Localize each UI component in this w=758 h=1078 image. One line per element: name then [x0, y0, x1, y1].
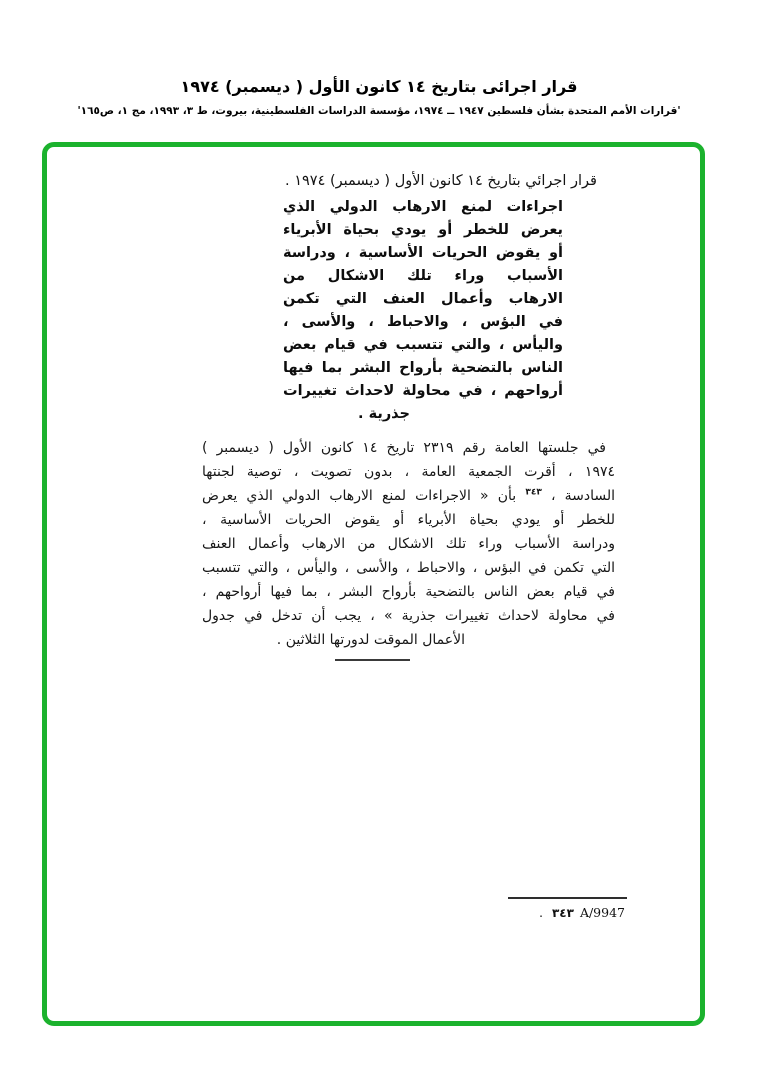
footnote-reference-marker: ٣٤٣ — [525, 487, 542, 498]
heading-line: في البؤس ، والاحباط ، والأسى ، — [283, 314, 563, 330]
heading-line: واليأس ، والتي تتسبب في قيام بعض — [283, 337, 563, 353]
document-title: قرار اجرائى بتاريخ ١٤ كانون الأول ( ديسمبر) ١٩٧٤ — [180, 77, 578, 96]
footnote-period: . — [539, 906, 543, 920]
body-line: التي تكمن في البؤس ، والاحباط ، والأسى ، واليأس ، والتي تتسبب — [202, 560, 615, 576]
body-line — [202, 484, 615, 508]
body-last-line: الأعمال الموقت لدورتها الثلاثين . — [276, 632, 465, 648]
heading-line: أو يقوض الحريات الأساسية ، ودراسة — [283, 245, 563, 261]
body-line: للخطر أو يودي بحياة الأبرياء أو يقوض الحريات الأساسية ، — [202, 512, 615, 528]
resolution-heading — [283, 196, 563, 426]
heading-line: الناس بالتضحية بأرواح البشر بما فيها — [283, 360, 563, 376]
body-line-segment: السادسة ، — [550, 488, 616, 504]
body-line-segment: بأن « الاجراءات لمنع الارهاب الدولي الذي يعرض — [202, 488, 517, 504]
resolution-intro-line: قرار اجرائي بتاريخ ١٤ كانون الأول ( ديسمبر) ١٩٧٤ . — [284, 173, 597, 189]
heading-line: يعرض للخطر أو يودي بحياة الأبرياء — [283, 222, 563, 238]
footnote-separator-rule — [508, 897, 627, 899]
document-citation: 'قرارات الأمم المتحدة بشأن فلسطين ١٩٤٧ ــ ١٩٧٤، مؤسسة الدراسات الفلسطينية، بيروت، ط ٣، ١٩٩٣، مج ١، ص١٦٥' — [77, 105, 681, 117]
body-line: ١٩٧٤ ، أقرت الجمعية العامة ، بدون تصويت ، توصية لجنتها — [202, 464, 615, 480]
heading-line: الارهاب وأعمال العنف التي تكمن — [283, 291, 563, 307]
heading-line: اجراءات لمنع الارهاب الدولي الذي — [283, 199, 563, 215]
resolution-body-paragraph — [202, 436, 615, 652]
footnote — [539, 905, 625, 920]
footnote-document-symbol: A/9947 — [579, 905, 625, 920]
footnote-number: ٣٤٣ — [551, 906, 574, 920]
heading-line: الأسباب وراء تلك الاشكال من — [283, 268, 563, 284]
body-line: في قيام بعض الناس بالتضحية بأرواح البشر ، بما فيها أرواحهم ، — [202, 584, 615, 600]
body-line: ودراسة الأسباب وراء تلك الاشكال من الارهاب وأعمال العنف — [202, 536, 615, 552]
body-line: في جلستها العامة رقم ٢٣١٩ تاريخ ١٤ كانون الأول ( ديسمبر ) — [202, 440, 606, 456]
heading-last-line: جذرية . — [358, 406, 410, 422]
heading-line: أرواحهم ، في محاولة لاحداث تغييرات — [283, 383, 563, 399]
body-line: في محاولة لاحداث تغييرات جذرية » ، يجب أن تدخل في جدول — [202, 608, 615, 624]
section-end-rule — [335, 659, 410, 661]
